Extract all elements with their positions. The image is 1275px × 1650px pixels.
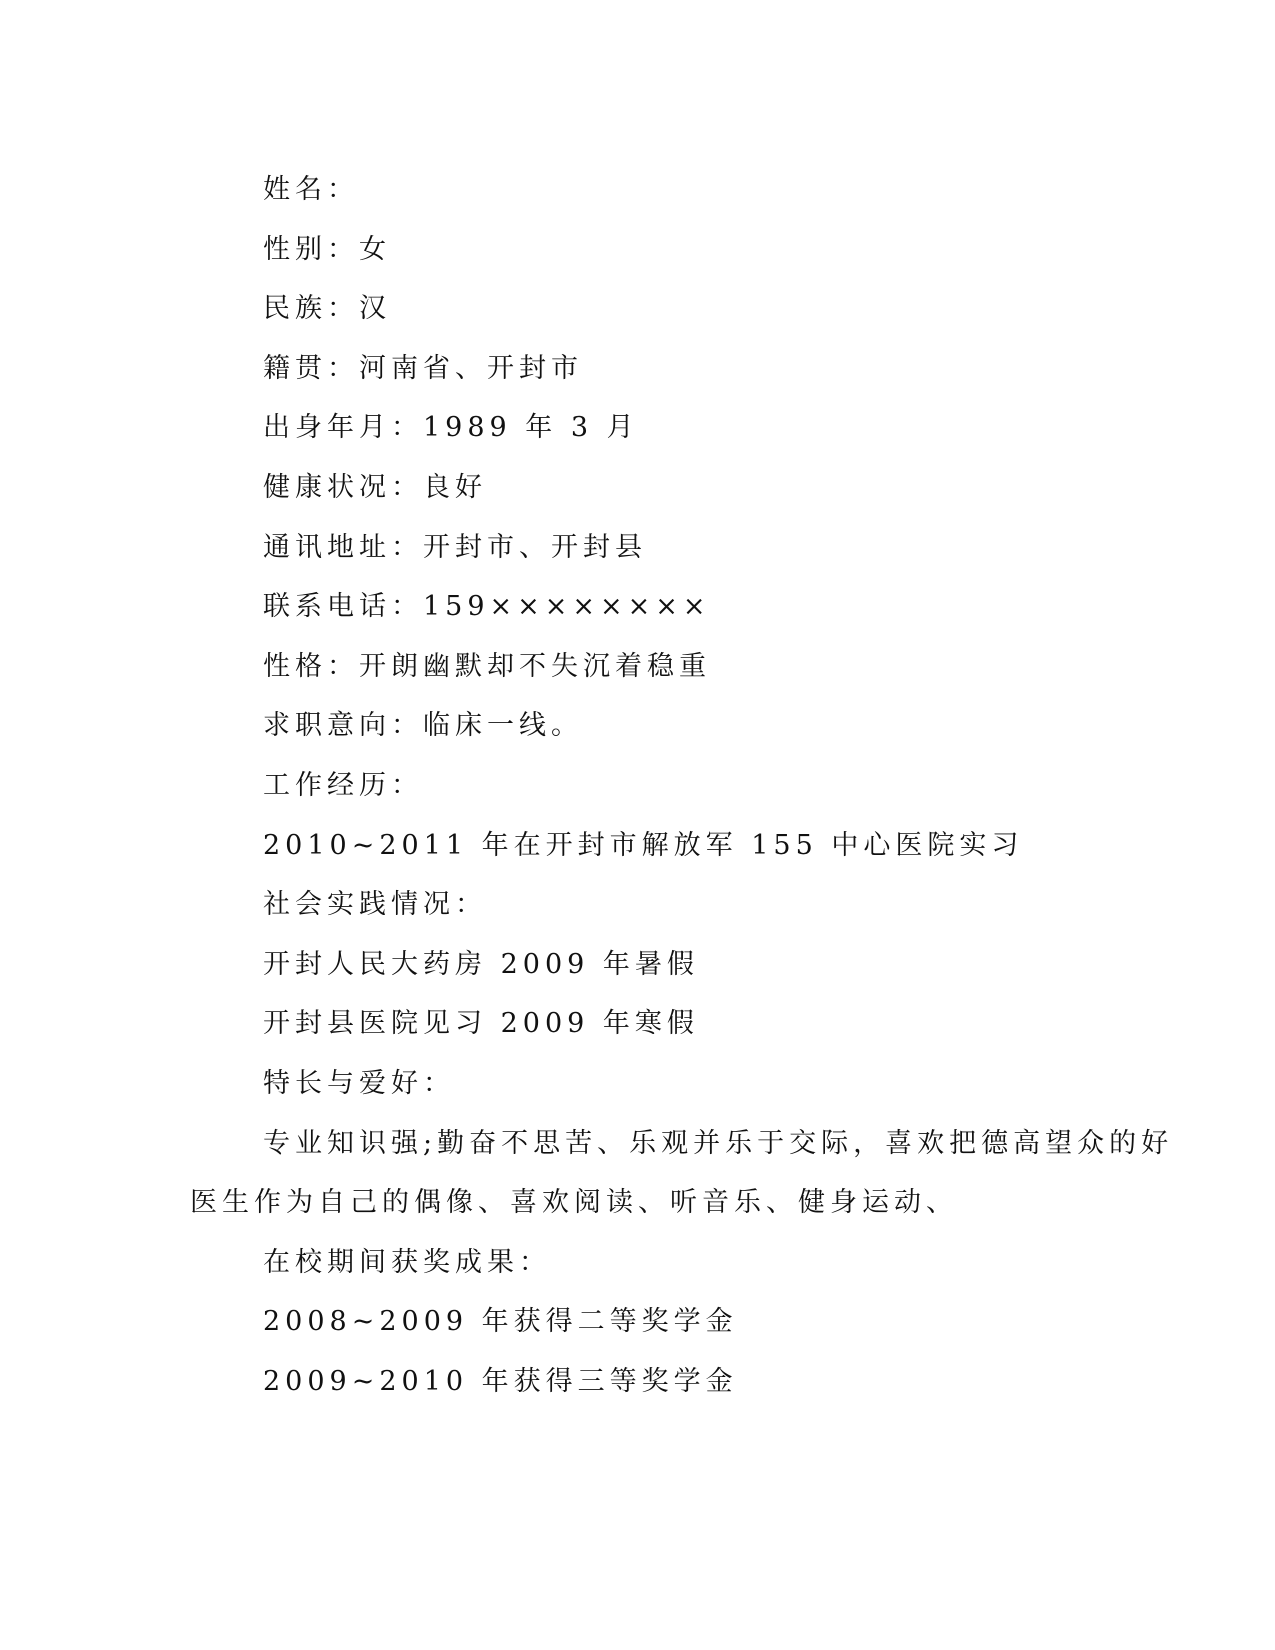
ethnicity-line: 民族：汉: [263, 293, 391, 325]
skills-hobbies-text: 专业知识强;勤奋不思苦、乐观并乐于交际，喜欢把德高望众的好: [263, 1127, 1174, 1159]
award-item: 2008~2009 年获得二等奖学金: [263, 1306, 738, 1338]
name-line: 姓名：: [263, 174, 359, 205]
skills-hobbies-text-continued: 医生作为自己的偶像、喜欢阅读、听音乐、健身运动、: [190, 1187, 958, 1219]
awards-heading: 在校期间获奖成果：: [263, 1246, 551, 1278]
native-place-line: 籍贯：河南省、开封市: [263, 352, 583, 384]
skills-hobbies-heading: 特长与爱好：: [263, 1067, 455, 1099]
personality-line: 性格：开朗幽默却不失沉着稳重: [263, 650, 711, 682]
resume-body: [190, 160, 1174, 1411]
social-practice-item: 开封县医院见习 2009 年寒假: [263, 1008, 699, 1040]
phone-line: 联系电话：159××××××××: [263, 591, 711, 623]
birth-date-line: 出身年月：1989 年 3 月: [263, 412, 639, 444]
job-intention-line: 求职意向：临床一线。: [263, 710, 583, 742]
social-practice-item: 开封人民大药房 2009 年暑假: [263, 948, 699, 980]
gender-line: 性别：女: [263, 233, 391, 265]
social-practice-heading: 社会实践情况：: [263, 889, 487, 921]
health-status-line: 健康状况：良好: [263, 471, 487, 503]
work-experience-heading: 工作经历：: [263, 769, 423, 801]
address-line: 通讯地址：开封市、开封县: [263, 531, 647, 563]
award-item: 2009~2010 年获得三等奖学金: [263, 1365, 738, 1397]
work-experience-item: 2010~2011 年在开封市解放军 155 中心医院实习: [263, 829, 1024, 861]
